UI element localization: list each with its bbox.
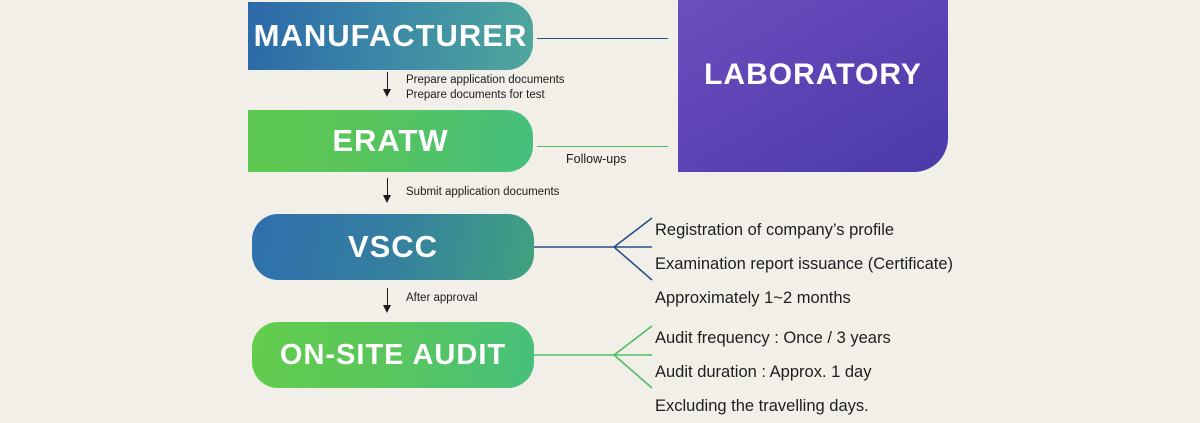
audit-detail-item-1: Audit frequency : Once / 3 years [655, 329, 891, 347]
node-laboratory[interactable] [678, 0, 948, 172]
node-on-site-audit[interactable] [252, 322, 534, 388]
node-manufacturer-label: MANUFACTURER [253, 18, 528, 53]
bracket-vscc [534, 210, 654, 300]
step-note-1-line-2: Prepare documents for test [406, 89, 545, 101]
vscc-detail-item-3: Approximately 1~2 months [655, 289, 851, 307]
vscc-detail-item-2: Examination report issuance (Certificate) [655, 255, 954, 273]
node-manufacturer[interactable] [248, 2, 533, 70]
follow-ups-label: Follow-ups [566, 152, 627, 166]
arrow-down-icon-2 [381, 178, 395, 204]
audit-detail-item-2: Audit duration : Approx. 1 day [655, 363, 872, 381]
vscc-detail-list [655, 213, 953, 315]
connector-manufacturer-laboratory [537, 38, 668, 39]
node-on-site-audit-label: ON-SITE AUDIT [279, 338, 507, 371]
step-note-2-line-1: Submit application documents [406, 186, 560, 198]
step-note-3 [406, 291, 478, 306]
node-eratw-label: ERATW [332, 123, 449, 158]
audit-detail-list [655, 321, 891, 423]
step-note-2 [406, 185, 559, 200]
step-note-1-line-1: Prepare application documents [406, 74, 565, 86]
node-laboratory-label: LABORATORY [704, 58, 922, 91]
node-vscc[interactable] [252, 214, 534, 280]
arrow-down-icon-3 [381, 288, 395, 314]
connector-eratw-laboratory [537, 146, 668, 147]
node-vscc-label: VSCC [347, 229, 439, 264]
step-note-3-line-1: After approval [406, 292, 478, 304]
arrow-down-icon-1 [381, 72, 395, 98]
audit-detail-item-3: Excluding the travelling days. [655, 397, 869, 415]
bracket-on-site-audit [534, 318, 654, 408]
node-eratw[interactable] [248, 110, 533, 172]
step-note-1 [406, 73, 565, 103]
vscc-detail-item-1: Registration of company’s profile [655, 221, 895, 239]
